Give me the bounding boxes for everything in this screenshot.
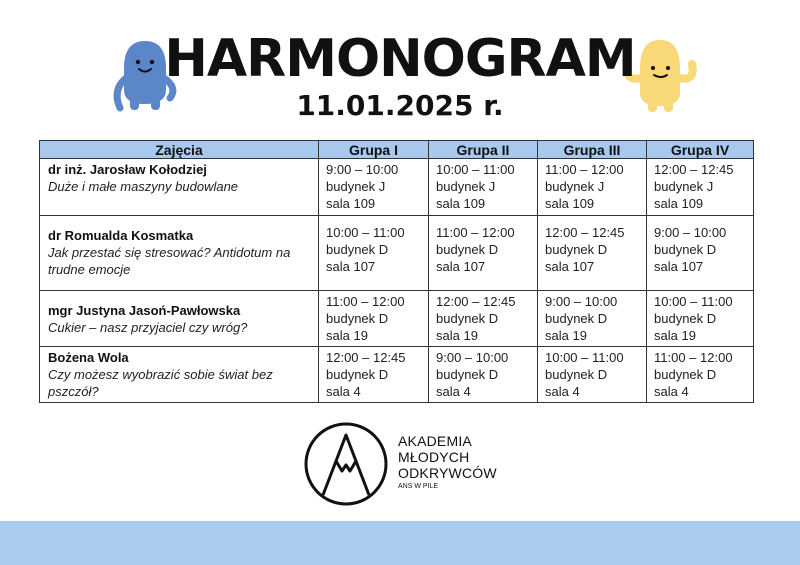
session-room: sala 4 [654,384,689,399]
session-time: 12:00 – 12:45 [654,162,734,177]
session-room: sala 19 [654,328,696,343]
session-time: 10:00 – 11:00 [326,225,405,240]
logo-line-2: MŁODYCH [398,449,470,465]
column-header-grupa-4: Grupa IV [647,141,754,159]
session-building: budynek J [545,179,605,194]
group-cell [647,291,754,347]
session-building: budynek D [545,311,608,326]
session-building: budynek J [326,179,386,194]
session-building: budynek J [436,179,496,194]
group-cell [429,291,538,347]
page-date: 11.01.2025 r. [296,89,504,122]
schedule-table [39,140,754,403]
logo-subtitle: ANS W PILE [398,483,439,490]
group-cell [319,291,429,347]
lecture-cell [40,216,319,291]
lecture-cell [40,291,319,347]
session-time: 10:00 – 11:00 [545,350,624,365]
session-room: sala 19 [326,328,368,343]
session-room: sala 109 [545,196,595,211]
group-cell [647,347,754,403]
session-building: budynek D [436,242,499,257]
lecture-topic: Duże i małe maszyny budowlane [48,179,239,194]
session-room: sala 4 [545,384,580,399]
session-building: budynek D [326,367,389,382]
lecturer-name: dr inż. Jarosław Kołodziej [48,162,207,177]
lecture-topic: Cukier – nasz przyjaciel czy wróg? [48,320,248,335]
group-cell [647,159,754,216]
session-room: sala 109 [436,196,486,211]
session-building: budynek J [654,179,714,194]
session-room: sala 4 [436,384,471,399]
table-header-row [40,141,754,159]
column-header-grupa-3: Grupa III [538,141,647,159]
session-room: sala 107 [654,259,704,274]
lecture-cell [40,347,319,403]
session-time: 11:00 – 12:00 [545,162,624,177]
session-time: 11:00 – 12:00 [326,294,405,309]
lecturer-name: Bożena Wola [48,350,129,365]
group-cell [319,216,429,291]
session-room: sala 107 [326,259,376,274]
session-room: sala 109 [326,196,376,211]
table-row [40,291,754,347]
session-time: 11:00 – 12:00 [436,225,515,240]
session-building: budynek D [326,311,389,326]
mountain-logo-icon [303,421,389,507]
table-row [40,347,754,403]
table-row [40,159,754,216]
session-building: budynek D [654,367,717,382]
group-cell [538,347,647,403]
session-time: 9:00 – 10:00 [545,294,618,309]
group-cell [538,159,647,216]
column-header-grupa-2: Grupa II [429,141,538,159]
session-time: 12:00 – 12:45 [545,225,625,240]
lecture-cell [40,159,319,216]
logo-wordmark [398,433,497,481]
session-time: 9:00 – 10:00 [436,350,509,365]
lecturer-name: mgr Justyna Jasoń-Pawłowska [48,303,241,318]
group-cell [429,159,538,216]
group-cell [319,159,429,216]
session-building: budynek D [654,242,717,257]
session-time: 9:00 – 10:00 [326,162,399,177]
session-time: 10:00 – 11:00 [654,294,733,309]
lecture-topic: Jak przestać się stresować? Antidotum na trudne emocje [48,245,291,277]
session-time: 9:00 – 10:00 [654,225,727,240]
logo-line-1: AKADEMIA [398,433,472,449]
footer-band [0,521,800,565]
column-header-zajecia: Zajęcia [40,141,319,159]
session-building: budynek D [436,311,499,326]
session-building: budynek D [545,367,608,382]
session-room: sala 107 [545,259,595,274]
group-cell [429,347,538,403]
session-building: budynek D [545,242,608,257]
session-time: 12:00 – 12:45 [436,294,516,309]
session-room: sala 4 [326,384,361,399]
table-row [40,216,754,291]
group-cell [647,216,754,291]
page-title: HARMONOGRAM [164,29,636,89]
column-header-grupa-1: Grupa I [319,141,429,159]
session-time: 10:00 – 11:00 [436,162,515,177]
session-building: budynek D [654,311,717,326]
session-building: budynek D [436,367,499,382]
session-room: sala 109 [654,196,704,211]
session-room: sala 107 [436,259,486,274]
group-cell [538,291,647,347]
logo-line-3: ODKRYWCÓW [398,465,497,481]
session-room: sala 19 [436,328,478,343]
lecturer-name: dr Romualda Kosmatka [48,228,194,243]
lecture-topic: Czy możesz wyobrazić sobie świat bez pszczół? [48,367,273,399]
group-cell [429,216,538,291]
group-cell [319,347,429,403]
session-building: budynek D [326,242,389,257]
group-cell [538,216,647,291]
session-time: 12:00 – 12:45 [326,350,406,365]
session-time: 11:00 – 12:00 [654,350,733,365]
session-room: sala 19 [545,328,587,343]
